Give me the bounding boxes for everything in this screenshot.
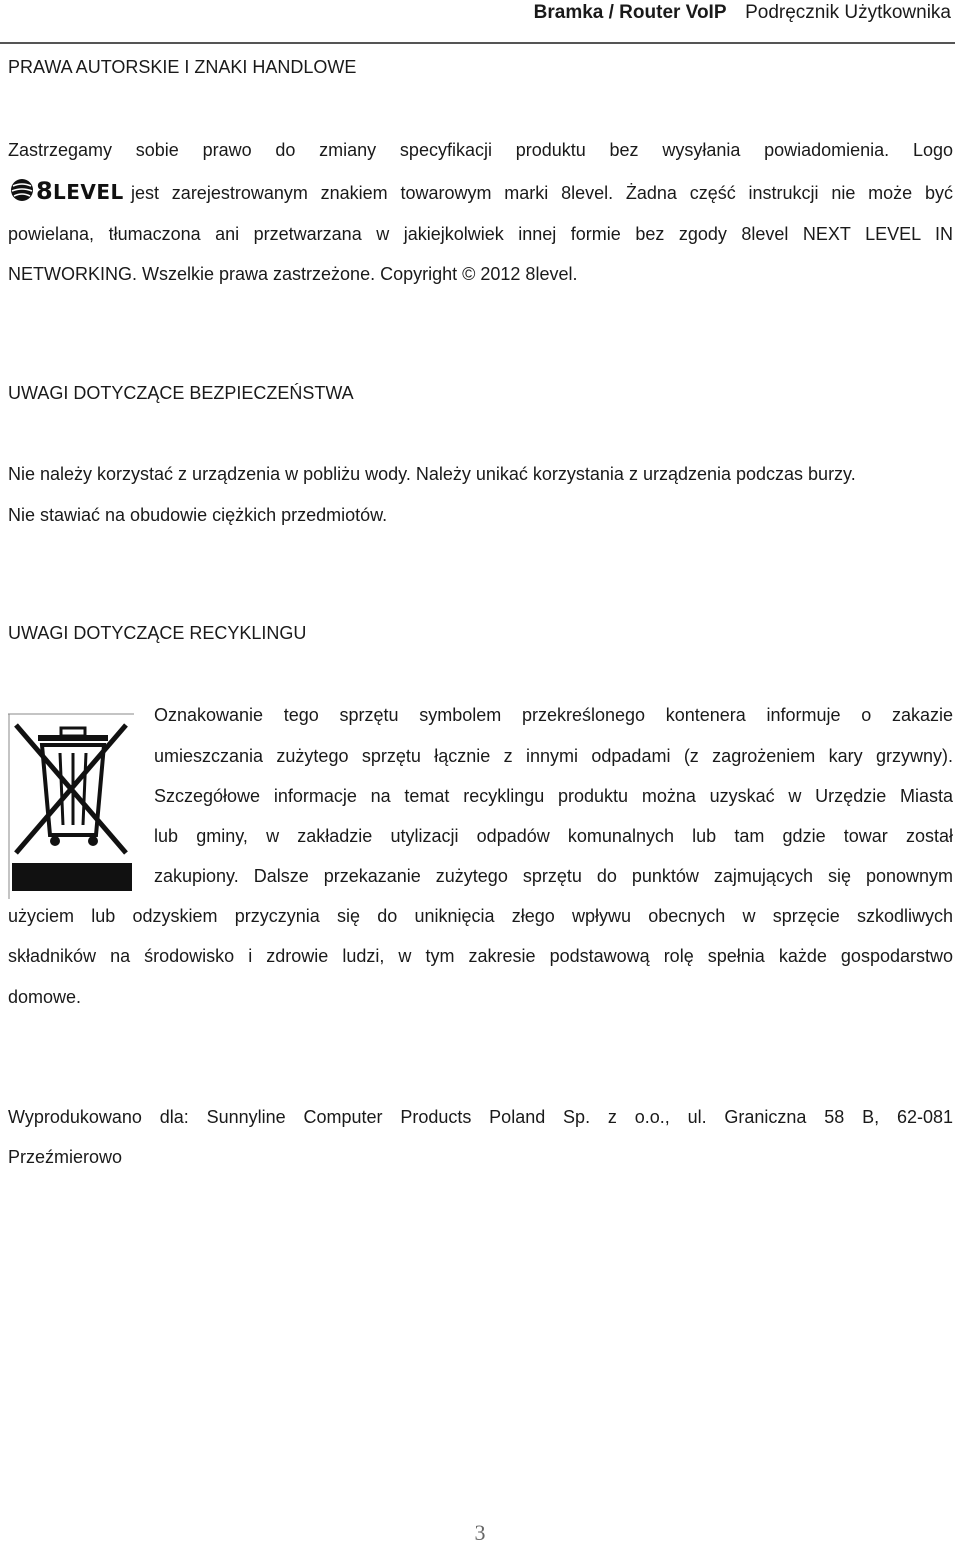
svg-text:LEVEL: LEVEL (53, 180, 124, 204)
copyright-line-3: powielana, tłumaczona ani przetwarzana w jakiejkolwiek innej formie bez zgody 8level NEXT LEVEL IN (8, 224, 953, 244)
header-bold-title: Bramka / Router VoIP (533, 2, 727, 23)
recycling-line-6: użyciem lub odzyskiem przyczynia się do uniknięcia złego wpływu obecnych w sprzęcie szkodliwych (8, 906, 953, 926)
copyright-line-4: NETWORKING. Wszelkie prawa zastrzeżone. Copyright © 2012 8level. (8, 264, 578, 284)
recycling-line-3: Szczegółowe informacje na temat recyklingu produktu można uzyskać w Urzędzie Miasta (154, 786, 953, 806)
header-title (534, 2, 951, 24)
8level-logo (8, 173, 124, 207)
safety-line-2: Nie stawiać na obudowie ciężkich przedmiotów. (8, 505, 388, 525)
copyright-line-1: Zastrzegamy sobie prawo do zmiany specyfikacji produktu bez wysyłania powiadomienia. Logo (8, 140, 953, 160)
copyright-line-2: jest zarejestrowanym znakiem towarowym marki 8level. Żadna część instrukcji nie może być (131, 183, 953, 203)
recycling-line-2: umieszczania zużytego sprzętu łącznie z innymi odpadami (z zagrożeniem kary grzywny). (154, 746, 953, 766)
crossed-bin-icon (8, 713, 134, 899)
manufacturer-line-2: Przeźmierowo (8, 1147, 123, 1167)
recycling-line-8: domowe. (8, 987, 82, 1007)
recycling-line-1: Oznakowanie tego sprzętu symbolem przekreślonego kontenera informuje o zakazie (154, 705, 953, 725)
safety-heading: UWAGI DOTYCZĄCE BEZPIECZEŃSTWA (8, 383, 354, 403)
manufacturer-line-1: Wyprodukowano dla: Sunnyline Computer Products Poland Sp. z o.o., ul. Graniczna 58 B, 62-081 (8, 1107, 953, 1127)
svg-text:8: 8 (36, 177, 53, 205)
page-number: 3 (474, 1520, 486, 1545)
copyright-heading: PRAWA AUTORSKIE I ZNAKI HANDLOWE (8, 57, 357, 77)
page-header (0, 0, 955, 44)
recycling-line-4: lub gminy, w zakładzie utylizacji odpadów komunalnych lub tam gdzie towar został (154, 826, 953, 846)
recycling-heading: UWAGI DOTYCZĄCE RECYKLINGU (8, 623, 307, 643)
header-subtitle: Podręcznik Użytkownika (745, 2, 951, 23)
recycling-line-7: składników na środowisko i zdrowie ludzi, w tym zakresie podstawową rolę spełnia każde gospodarstwo (8, 946, 953, 966)
safety-line-1: Nie należy korzystać z urządzenia w pobliżu wody. Należy unikać korzystania z urządzenia podczas burzy. (8, 464, 856, 484)
recycling-line-5: zakupiony. Dalsze przekazanie zużytego sprzętu do punktów zajmujących się ponownym (154, 866, 953, 886)
